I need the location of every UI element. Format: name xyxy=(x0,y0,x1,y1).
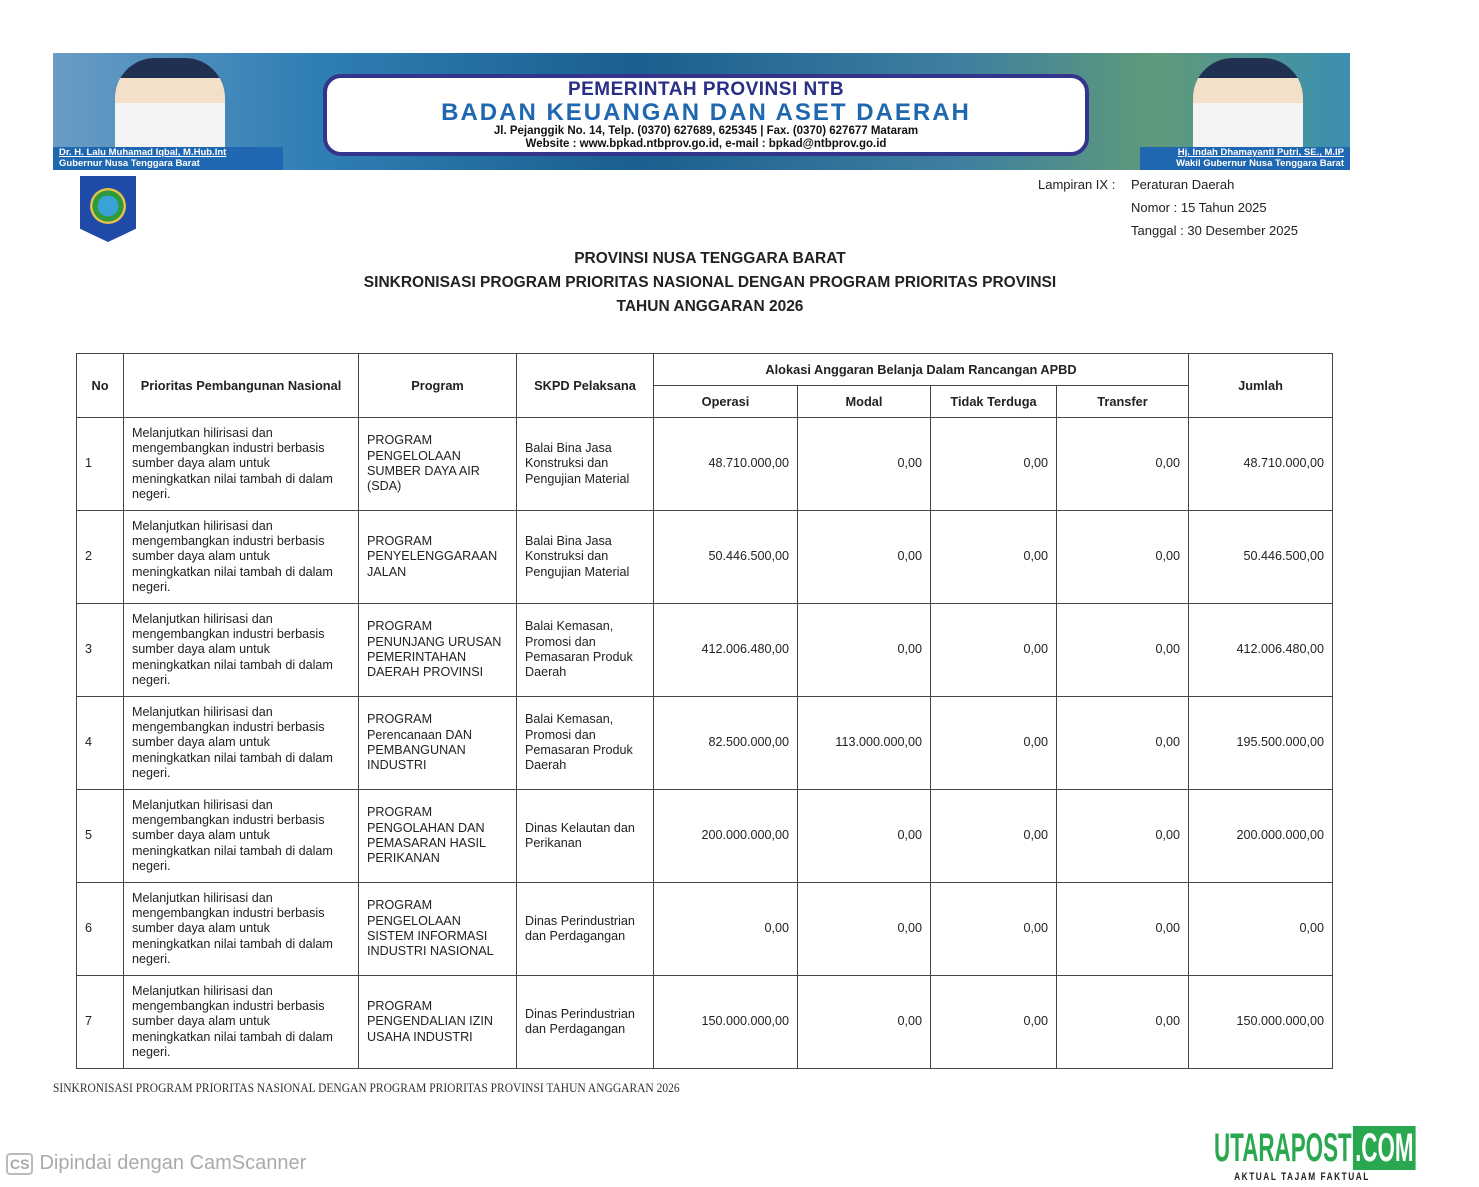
header-program: Program xyxy=(359,354,517,418)
row-no: 2 xyxy=(77,511,124,604)
table-row xyxy=(77,790,1333,883)
header-no: No xyxy=(77,354,124,418)
row-jumlah: 200.000.000,00 xyxy=(1189,790,1333,883)
row-prioritas: Melanjutkan hilirisasi dan mengembangkan industri berbasis sumber daya alam untuk meningkatkan nilai tambah di dalam negeri. xyxy=(124,604,359,697)
row-transfer: 0,00 xyxy=(1057,976,1189,1069)
row-tidak-terduga: 0,00 xyxy=(931,604,1057,697)
row-operasi: 82.500.000,00 xyxy=(654,697,798,790)
agency-box xyxy=(323,74,1089,156)
utarapost-brand: UTARAPOST xyxy=(1214,1126,1352,1170)
footer-caption: SINKRONISASI PROGRAM PRIORITAS NASIONAL DENGAN PROGRAM PRIORITAS PROVINSI TAHUN ANGGARAN 2026 xyxy=(53,1081,680,1095)
letterhead-banner xyxy=(53,53,1350,170)
row-tidak-terduga: 0,00 xyxy=(931,883,1057,976)
header-modal: Modal xyxy=(798,386,931,418)
row-modal: 0,00 xyxy=(798,418,931,511)
row-program: PROGRAM PENGENDALIAN IZIN USAHA INDUSTRI xyxy=(359,976,517,1069)
row-jumlah: 412.006.480,00 xyxy=(1189,604,1333,697)
row-prioritas: Melanjutkan hilirisasi dan mengembangkan industri berbasis sumber daya alam untuk meningkatkan nilai tambah di dalam negeri. xyxy=(124,976,359,1069)
utarapost-tagline: AKTUAL TAJAM FAKTUAL xyxy=(1234,1171,1370,1183)
vice-governor-name-tag xyxy=(1140,147,1350,170)
row-prioritas: Melanjutkan hilirisasi dan mengembangkan industri berbasis sumber daya alam untuk meningkatkan nilai tambah di dalam negeri. xyxy=(124,511,359,604)
row-operasi: 50.446.500,00 xyxy=(654,511,798,604)
utarapost-com: .COM xyxy=(1353,1126,1416,1170)
row-program: PROGRAM PENGOLAHAN DAN PEMASARAN HASIL PERIKANAN xyxy=(359,790,517,883)
title-main: SINKRONISASI PROGRAM PRIORITAS NASIONAL DENGAN PROGRAM PRIORITAS PROVINSI xyxy=(363,274,1057,291)
governor-name-tag xyxy=(53,147,283,170)
row-skpd: Dinas Perindustrian dan Perdagangan xyxy=(517,883,654,976)
title-province: PROVINSI NUSA TENGGARA BARAT xyxy=(574,250,846,267)
row-transfer: 0,00 xyxy=(1057,418,1189,511)
vice-governor-photo xyxy=(1193,58,1303,148)
row-no: 5 xyxy=(77,790,124,883)
header-prioritas: Prioritas Pembangunan Nasional xyxy=(124,354,359,418)
row-program: PROGRAM PENUNJANG URUSAN PEMERINTAHAN DAERAH PROVINSI xyxy=(359,604,517,697)
row-jumlah: 150.000.000,00 xyxy=(1189,976,1333,1069)
lampiran-tanggal: Tanggal : 30 Desember 2025 xyxy=(1131,223,1298,238)
governor-title: Gubernur Nusa Tenggara Barat xyxy=(59,158,200,169)
row-no: 6 xyxy=(77,883,124,976)
row-tidak-terduga: 0,00 xyxy=(931,697,1057,790)
header-alokasi: Alokasi Anggaran Belanja Dalam Rancangan APBD xyxy=(654,354,1189,386)
table-row xyxy=(77,418,1333,511)
row-skpd: Balai Bina Jasa Konstruksi dan Pengujian Material xyxy=(517,418,654,511)
budget-table xyxy=(76,353,1333,1069)
agency-line2: BADAN KEUANGAN DAN ASET DAERAH xyxy=(441,99,971,126)
header-skpd: SKPD Pelaksana xyxy=(517,354,654,418)
row-tidak-terduga: 0,00 xyxy=(931,418,1057,511)
row-operasi: 150.000.000,00 xyxy=(654,976,798,1069)
row-skpd: Dinas Kelautan dan Perikanan xyxy=(517,790,654,883)
row-operasi: 412.006.480,00 xyxy=(654,604,798,697)
row-program: PROGRAM PENYELENGGARAAN JALAN xyxy=(359,511,517,604)
governor-photo xyxy=(115,58,225,148)
row-skpd: Balai Kemasan, Promosi dan Pemasaran Produk Daerah xyxy=(517,697,654,790)
row-modal: 0,00 xyxy=(798,976,931,1069)
header-tidak-terduga: Tidak Terduga xyxy=(931,386,1057,418)
row-transfer: 0,00 xyxy=(1057,883,1189,976)
row-jumlah: 48.710.000,00 xyxy=(1189,418,1333,511)
row-skpd: Dinas Perindustrian dan Perdagangan xyxy=(517,976,654,1069)
agency-address: Jl. Pejanggik No. 14, Telp. (0370) 627689, 625345 | Fax. (0370) 627677 Mataram xyxy=(493,125,919,137)
utarapost-logo xyxy=(1214,1126,1416,1184)
header-jumlah: Jumlah xyxy=(1189,354,1333,418)
row-prioritas: Melanjutkan hilirisasi dan mengembangkan industri berbasis sumber daya alam untuk meningkatkan nilai tambah di dalam negeri. xyxy=(124,697,359,790)
row-transfer: 0,00 xyxy=(1057,511,1189,604)
camscanner-icon: CS xyxy=(6,1153,33,1175)
row-modal: 0,00 xyxy=(798,883,931,976)
row-tidak-terduga: 0,00 xyxy=(931,511,1057,604)
row-modal: 0,00 xyxy=(798,604,931,697)
agency-line1: PEMERINTAH PROVINSI NTB xyxy=(567,79,845,100)
title-year: TAHUN ANGGARAN 2026 xyxy=(616,298,804,315)
row-jumlah: 0,00 xyxy=(1189,883,1333,976)
lampiran-nomor: Nomor : 15 Tahun 2025 xyxy=(1131,200,1267,215)
row-skpd: Balai Kemasan, Promosi dan Pemasaran Produk Daerah xyxy=(517,604,654,697)
row-prioritas: Melanjutkan hilirisasi dan mengembangkan industri berbasis sumber daya alam untuk meningkatkan nilai tambah di dalam negeri. xyxy=(124,883,359,976)
row-operasi: 200.000.000,00 xyxy=(654,790,798,883)
row-transfer: 0,00 xyxy=(1057,697,1189,790)
table-row xyxy=(77,511,1333,604)
row-program: PROGRAM PENGELOLAAN SISTEM INFORMASI INDUSTRI NASIONAL xyxy=(359,883,517,976)
row-jumlah: 195.500.000,00 xyxy=(1189,697,1333,790)
table-row xyxy=(77,976,1333,1069)
row-skpd: Balai Bina Jasa Konstruksi dan Pengujian Material xyxy=(517,511,654,604)
ntb-emblem-logo xyxy=(80,176,136,242)
row-no: 3 xyxy=(77,604,124,697)
agency-contact: Website : www.bpkad.ntbprov.go.id, e-mail : bpkad@ntbprov.go.id xyxy=(525,138,887,150)
header-transfer: Transfer xyxy=(1057,386,1189,418)
row-tidak-terduga: 0,00 xyxy=(931,790,1057,883)
camscanner-text: Dipindai dengan CamScanner xyxy=(39,1152,307,1174)
row-no: 4 xyxy=(77,697,124,790)
row-tidak-terduga: 0,00 xyxy=(931,976,1057,1069)
lampiran-label: Lampiran IX : xyxy=(1038,177,1116,192)
vice-governor-name: Hj. Indah Dhamayanti Putri, SE., M.IP xyxy=(1177,147,1344,158)
row-jumlah: 50.446.500,00 xyxy=(1189,511,1333,604)
lampiran-value: Peraturan Daerah xyxy=(1131,177,1235,192)
row-operasi: 0,00 xyxy=(654,883,798,976)
row-program: PROGRAM PENGELOLAAN SUMBER DAYA AIR (SDA) xyxy=(359,418,517,511)
row-prioritas: Melanjutkan hilirisasi dan mengembangkan industri berbasis sumber daya alam untuk meningkatkan nilai tambah di dalam negeri. xyxy=(124,790,359,883)
row-modal: 0,00 xyxy=(798,511,931,604)
row-operasi: 48.710.000,00 xyxy=(654,418,798,511)
row-no: 7 xyxy=(77,976,124,1069)
row-transfer: 0,00 xyxy=(1057,604,1189,697)
table-row xyxy=(77,697,1333,790)
row-program: PROGRAM Perencanaan DAN PEMBANGUNAN INDUSTRI xyxy=(359,697,517,790)
table-row xyxy=(77,604,1333,697)
row-prioritas: Melanjutkan hilirisasi dan mengembangkan industri berbasis sumber daya alam untuk meningkatkan nilai tambah di dalam negeri. xyxy=(124,418,359,511)
row-no: 1 xyxy=(77,418,124,511)
row-modal: 113.000.000,00 xyxy=(798,697,931,790)
vice-governor-title: Wakil Gubernur Nusa Tenggara Barat xyxy=(1176,158,1344,169)
governor-name: Dr. H. Lalu Muhamad Iqbal, M.Hub.Int xyxy=(59,147,227,158)
header-operasi: Operasi xyxy=(654,386,798,418)
table-row xyxy=(77,883,1333,976)
camscanner-watermark xyxy=(6,1152,306,1175)
row-modal: 0,00 xyxy=(798,790,931,883)
row-transfer: 0,00 xyxy=(1057,790,1189,883)
